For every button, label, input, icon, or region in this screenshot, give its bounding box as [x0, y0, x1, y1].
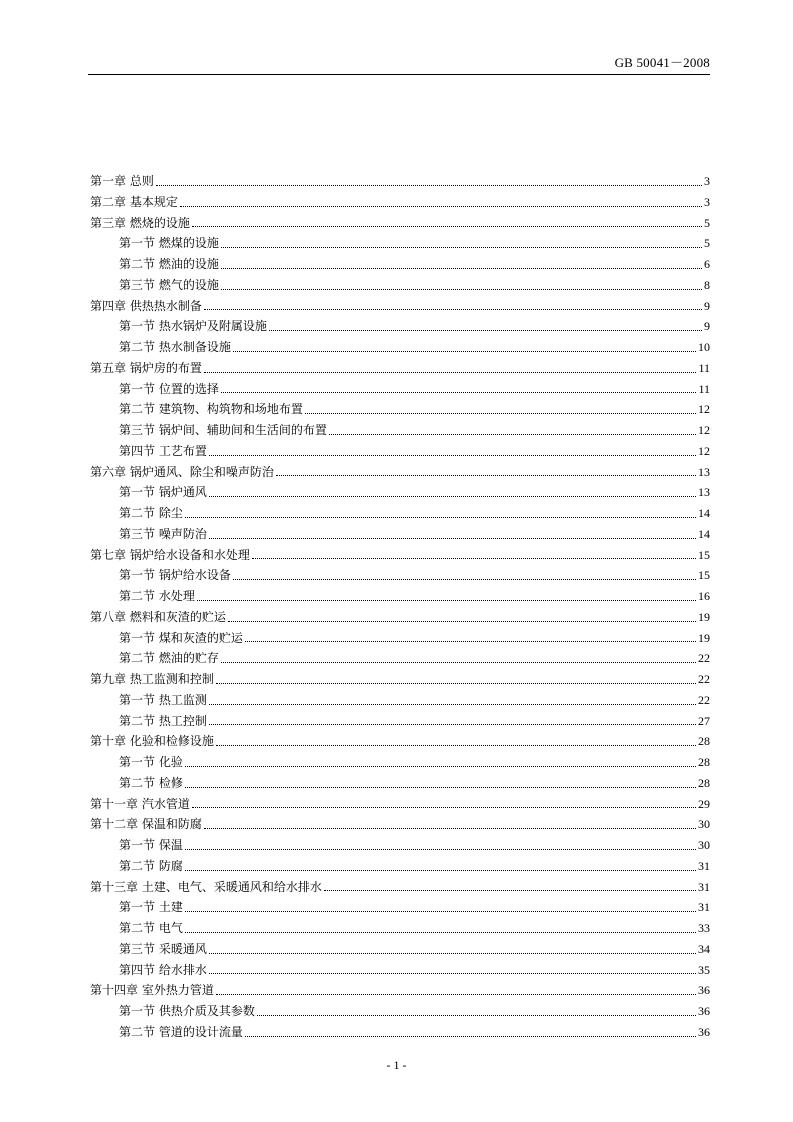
toc-entry-page: 19: [698, 609, 710, 624]
toc-entry-page: 34: [698, 941, 710, 956]
toc-section-entry[interactable]: [90, 379, 710, 400]
toc-leader-dots: [209, 718, 696, 725]
toc-entry-page: 36: [698, 983, 710, 998]
toc-leader-dots: [185, 781, 696, 788]
toc-entry-title: 第二节 热水制备设施: [119, 340, 231, 354]
toc-section-entry[interactable]: [90, 275, 710, 296]
toc-entry-title: 第九章 热工监测和控制: [90, 672, 214, 686]
toc-entry-title: 第一节 位置的选择: [119, 381, 219, 396]
toc-entry-title: 第二节 检修: [119, 775, 183, 790]
toc-chapter-entry[interactable]: [90, 192, 710, 213]
toc-leader-dots: [185, 926, 696, 933]
toc-entry-page: 35: [698, 962, 710, 977]
toc-entry-title: 第三章 燃烧的设施: [90, 215, 190, 230]
toc-entry-page: 19: [698, 630, 710, 645]
table-of-contents: [90, 171, 710, 1043]
toc-entry-title: 第二节 燃油的设施: [119, 257, 219, 271]
toc-entry-title: 第七章 锅炉给水设备和水处理: [90, 547, 250, 562]
toc-section-entry[interactable]: [90, 897, 710, 918]
toc-entry-title: 第一节 保温: [119, 838, 183, 852]
toc-leader-dots: [276, 469, 696, 476]
toc-leader-dots: [233, 345, 696, 352]
toc-leader-dots: [221, 656, 696, 663]
toc-section-entry[interactable]: [90, 1001, 710, 1022]
toc-leader-dots: [216, 988, 696, 995]
toc-entry-title: 第一节 化验: [119, 755, 183, 769]
toc-section-entry[interactable]: [90, 835, 710, 856]
toc-chapter-entry[interactable]: [90, 358, 710, 379]
toc-leader-dots: [228, 615, 696, 622]
toc-entry-title: 第三节 锅炉间、辅助间和生活间的布置: [119, 423, 327, 437]
toc-entry-page: 22: [698, 651, 710, 666]
toc-leader-dots: [209, 698, 696, 705]
toc-entry-page: 11: [698, 381, 710, 396]
toc-entry-title: 第一节 锅炉通风: [119, 485, 207, 500]
toc-entry-page: 27: [698, 713, 710, 728]
toc-leader-dots: [216, 677, 696, 684]
toc-entry-page: 15: [698, 568, 710, 583]
toc-section-entry[interactable]: [90, 648, 710, 669]
toc-leader-dots: [209, 449, 696, 456]
toc-entry-page: 12: [698, 423, 710, 437]
toc-section-entry[interactable]: [90, 233, 710, 254]
toc-entry-title: 第十一章 汽水管道: [90, 796, 190, 811]
toc-entry-page: 33: [698, 921, 710, 935]
toc-section-entry[interactable]: [90, 316, 710, 337]
toc-entry-page: 36: [698, 1024, 710, 1039]
toc-leader-dots: [192, 801, 696, 808]
toc-entry-title: 第二节 防腐: [119, 858, 183, 873]
toc-entry-page: 28: [698, 755, 710, 769]
toc-leader-dots: [269, 324, 702, 331]
toc-chapter-entry[interactable]: [90, 545, 710, 566]
toc-entry-page: 11: [698, 360, 710, 375]
toc-section-entry[interactable]: [90, 960, 710, 981]
toc-entry-page: 6: [704, 257, 710, 271]
toc-entry-page: 30: [698, 817, 710, 832]
toc-section-entry[interactable]: [90, 752, 710, 773]
toc-leader-dots: [221, 262, 702, 269]
toc-entry-title: 第二节 热工控制: [119, 713, 207, 728]
toc-entry-title: 第二节 建筑物、构筑物和场地布置: [119, 402, 303, 417]
toc-entry-page: 16: [698, 589, 710, 603]
toc-leader-dots: [233, 573, 696, 580]
toc-entry-title: 第二节 电气: [119, 921, 183, 935]
toc-entry-title: 第十二章 保温和防腐: [90, 817, 202, 832]
toc-entry-page: 5: [704, 215, 710, 230]
toc-entry-page: 36: [698, 1004, 710, 1018]
toc-entry-title: 第一节 燃煤的设施: [119, 236, 219, 251]
toc-leader-dots: [209, 967, 696, 974]
toc-section-entry[interactable]: [90, 690, 710, 711]
toc-leader-dots: [185, 905, 696, 912]
toc-entry-page: 14: [698, 526, 710, 541]
toc-entry-title: 第一章 总则: [90, 174, 154, 188]
toc-entry-page: 3: [704, 194, 710, 209]
toc-leader-dots: [204, 822, 696, 829]
toc-leader-dots: [221, 386, 697, 393]
toc-chapter-entry[interactable]: [90, 669, 710, 690]
toc-entry-page: 12: [698, 443, 710, 458]
toc-entry-page: 13: [698, 464, 710, 479]
toc-entry-title: 第二章 基本规定: [90, 194, 178, 209]
toc-entry-title: 第一节 供热介质及其参数: [119, 1004, 255, 1018]
toc-section-entry[interactable]: [90, 773, 710, 794]
toc-entry-title: 第三节 采暖通风: [119, 941, 207, 956]
toc-leader-dots: [305, 407, 696, 414]
toc-entry-title: 第十章 化验和检修设施: [90, 734, 214, 749]
toc-chapter-entry[interactable]: [90, 794, 710, 815]
toc-entry-page: 9: [704, 298, 710, 313]
toc-entry-title: 第十四章 室外热力管道: [90, 983, 214, 998]
toc-leader-dots: [245, 1030, 696, 1037]
toc-entry-page: 13: [698, 485, 710, 500]
toc-leader-dots: [209, 532, 696, 539]
toc-entry-page: 30: [698, 838, 710, 852]
toc-entry-page: 31: [698, 858, 710, 873]
toc-leader-dots: [185, 864, 696, 871]
toc-leader-dots: [221, 241, 702, 248]
toc-entry-page: 12: [698, 402, 710, 417]
toc-entry-page: 15: [698, 547, 710, 562]
toc-entry-page: 28: [698, 775, 710, 790]
toc-entry-title: 第二节 除尘: [119, 506, 183, 520]
toc-chapter-entry[interactable]: [90, 607, 710, 628]
toc-entry-page: 8: [704, 277, 710, 292]
toc-leader-dots: [197, 594, 696, 601]
page-number: - 1 -: [386, 1058, 407, 1072]
page-header: [88, 56, 710, 75]
toc-leader-dots: [204, 366, 697, 373]
toc-entry-title: 第三节 噪声防治: [119, 526, 207, 541]
toc-chapter-entry[interactable]: [90, 980, 710, 1001]
toc-entry-title: 第一节 土建: [119, 900, 183, 915]
toc-leader-dots: [221, 283, 702, 290]
toc-section-entry[interactable]: [90, 254, 710, 275]
toc-entry-page: 28: [698, 734, 710, 749]
toc-leader-dots: [209, 490, 696, 497]
toc-leader-dots: [324, 884, 696, 891]
toc-entry-page: 10: [698, 340, 710, 354]
toc-leader-dots: [252, 552, 696, 559]
toc-leader-dots: [257, 1009, 696, 1016]
toc-entry-title: 第一节 锅炉给水设备: [119, 568, 231, 583]
toc-section-entry[interactable]: [90, 524, 710, 545]
toc-leader-dots: [245, 635, 696, 642]
toc-section-entry[interactable]: [90, 711, 710, 732]
toc-entry-page: 22: [698, 672, 710, 686]
toc-entry-title: 第二节 水处理: [119, 589, 195, 603]
toc-entry-title: 第一节 煤和灰渣的贮运: [119, 630, 243, 645]
toc-leader-dots: [216, 739, 696, 746]
toc-entry-title: 第八章 燃料和灰渣的贮运: [90, 609, 226, 624]
toc-chapter-entry[interactable]: [90, 877, 710, 898]
toc-section-entry[interactable]: [90, 399, 710, 420]
toc-entry-title: 第五章 锅炉房的布置: [90, 360, 202, 375]
toc-leader-dots: [329, 428, 696, 435]
toc-leader-dots: [156, 179, 702, 186]
toc-entry-title: 第十三章 土建、电气、采暖通风和给水排水: [90, 879, 322, 894]
toc-chapter-entry[interactable]: [90, 296, 710, 317]
toc-leader-dots: [180, 200, 702, 207]
toc-entry-title: 第一节 热工监测: [119, 692, 207, 707]
toc-entry-page: 3: [704, 174, 710, 188]
toc-section-entry[interactable]: [90, 503, 710, 524]
toc-section-entry[interactable]: [90, 420, 710, 441]
toc-leader-dots: [204, 303, 702, 310]
toc-chapter-entry[interactable]: [90, 462, 710, 483]
toc-entry-title: 第四章 供热热水制备: [90, 298, 202, 313]
toc-entry-title: 第二节 燃油的贮存: [119, 651, 219, 666]
toc-entry-page: 22: [698, 692, 710, 707]
toc-section-entry[interactable]: [90, 1022, 710, 1043]
toc-entry-title: 第三节 燃气的设施: [119, 277, 219, 292]
toc-chapter-entry[interactable]: [90, 213, 710, 234]
toc-chapter-entry[interactable]: [90, 814, 710, 835]
toc-entry-title: 第二节 管道的设计流量: [119, 1024, 243, 1039]
toc-entry-title: 第四节 给水排水: [119, 962, 207, 977]
toc-section-entry[interactable]: [90, 918, 710, 939]
toc-entry-title: 第六章 锅炉通风、除尘和噪声防治: [90, 464, 274, 479]
toc-leader-dots: [192, 220, 702, 227]
toc-section-entry[interactable]: [90, 482, 710, 503]
toc-section-entry[interactable]: [90, 856, 710, 877]
toc-leader-dots: [209, 947, 696, 954]
toc-section-entry[interactable]: [90, 628, 710, 649]
standard-code: GB 50041－2008: [614, 55, 710, 70]
toc-entry-title: 第四节 工艺布置: [119, 443, 207, 458]
toc-section-entry[interactable]: [90, 939, 710, 960]
toc-leader-dots: [185, 511, 696, 518]
toc-section-entry[interactable]: [90, 586, 710, 607]
toc-leader-dots: [185, 760, 696, 767]
toc-entry-page: 14: [698, 506, 710, 520]
toc-entry-page: 29: [698, 796, 710, 811]
toc-entry-page: 9: [704, 319, 710, 334]
toc-leader-dots: [185, 843, 696, 850]
toc-entry-title: 第一节 热水锅炉及附属设施: [119, 319, 267, 334]
toc-chapter-entry[interactable]: [90, 731, 710, 752]
toc-section-entry[interactable]: [90, 337, 710, 358]
toc-entry-page: 31: [698, 879, 710, 894]
toc-section-entry[interactable]: [90, 565, 710, 586]
toc-entry-page: 5: [704, 236, 710, 251]
toc-entry-page: 31: [698, 900, 710, 915]
toc-section-entry[interactable]: [90, 441, 710, 462]
toc-chapter-entry[interactable]: [90, 171, 710, 192]
